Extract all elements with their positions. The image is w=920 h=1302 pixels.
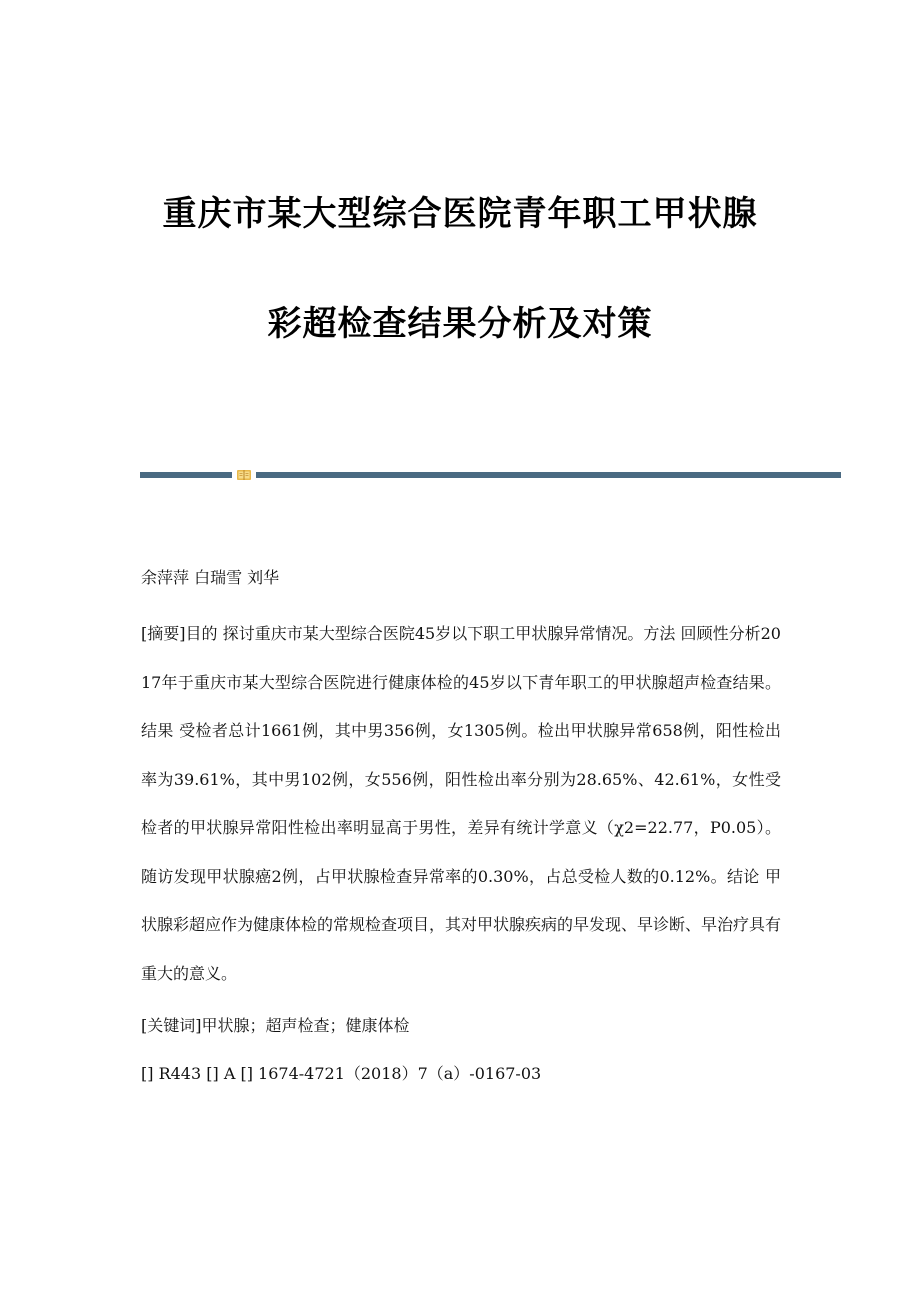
paper-title [0,190,920,348]
paper-body [141,562,781,1090]
keywords: [关键词]甲状腺；超声检查；健康体检 [141,1016,410,1035]
authors: 余萍萍 白瑞雪 刘华 [141,568,280,587]
section-divider [140,468,841,482]
book-ornament-icon [236,468,252,482]
divider-bar-right [256,472,841,478]
title-line-1: 重庆市某大型综合医院青年职工甲状腺 [162,194,758,234]
classification-codes: [] R443 [] A [] 1674-4721（2018）7（a）-0167-03 [141,1064,542,1083]
divider-bar-left [140,472,232,478]
abstract: [摘要]目的 探讨重庆市某大型综合医院45岁以下职工甲状腺异常情况。方法 回顾性分析2017年于重庆市某大型综合医院进行健康体检的45岁以下青年职工的甲状腺超声检查结果。结果 受检者总计1661例，其中男356例，女1305例。检出甲状腺异常658例，阳性检出率为39.61%，其中男102例，女556例，阳性检出率分别为28.65%、42.61%，女性受检者的甲状腺异常阳性检出率明显高于男性，差异有统计学意义（χ2=22.77，P0.05）。随访发现甲状腺癌2例，占甲状腺检查异常率的0.30%，占总受检人数的0.12%。结论 甲状腺彩超应作为健康体检的常规检查项目，其对甲状腺疾病的早发现、早诊断、早治疗具有重大的意义。 [141,624,782,983]
title-line-2: 彩超检查结果分析及对策 [267,304,653,344]
